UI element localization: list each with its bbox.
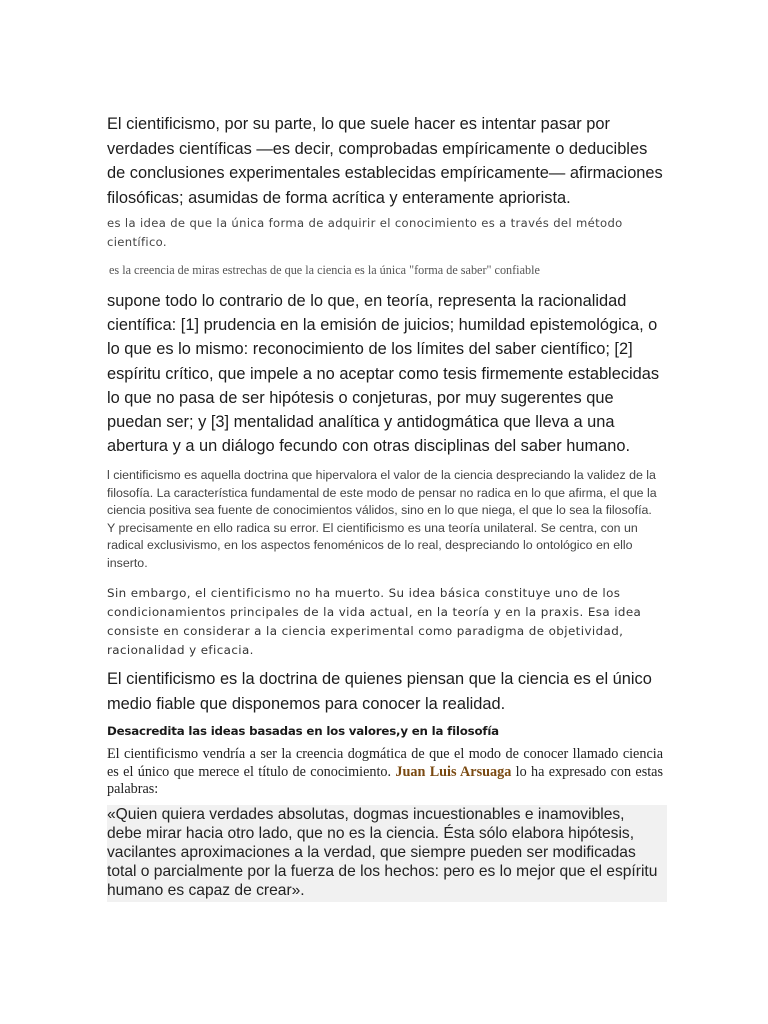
paragraph-doctrine-reality: El cientificismo es la doctrina de quienes piensan que la ciencia es el único medio fiable que disponemos para conocer la realidad. <box>107 670 652 713</box>
paragraph-rationality: supone todo lo contrario de lo que, en teoría, representa la racionalidad científica: [1] prudencia en la emisión de juicios; humildad epistemológica, o lo que es lo mismo: reconocimiento de los límites del saber científico; [2] espíritu crítico, que impele a no aceptar como tesis firmemente establecidas lo que no pasa de ser hipótesis o conjeturas, por muy sugerentes que puedan ser; y [3] mentalidad analítica y antidogmática que lleva a una abertura y a un diálogo fecundo con otras disciplinas del saber humano. <box>107 292 660 456</box>
paragraph-definition-belief: es la creencia de miras estrechas de que la ciencia es la única "forma de saber" confiable <box>109 263 540 277</box>
paragraph-dogmatic-belief <box>107 746 663 799</box>
dogmatic-belief-text-end: lo ha expresado con estas palabras: <box>107 763 663 797</box>
author-link-arsuaga[interactable]: Juan Luis Arsuaga <box>395 763 512 780</box>
quote-arsuaga: «Quien quiera verdades absolutas, dogmas incuestionables e inamovibles, debe mirar hacia otro lado, que no es la ciencia. Ésta sólo elabora hipótesis, vacilantes aproximaciones a la verdad, que siempre pueden ser modificadas total o parcialmente por la fuerza de los hechos: pero es lo mejor que el espíritu humano es capaz de crear». <box>107 805 667 902</box>
paragraph-doctrine-philosophy: l cientificismo es aquella doctrina que hipervalora el valor de la ciencia despreciando la validez de la filosofía. La característica fundamental de este modo de pensar no radica en lo que afirma, el que la ciencia positiva sea fuente de conocimientos válidos, sino en lo que niega, el que lo sea la filosofía. Y precisamente en ello radica su error. El cientificismo es una teoría unilateral. Se centra, con un radical exclusivismo, en los aspectos fenoménicos de lo real, despreciando lo ontológico en ello inserto. <box>107 468 657 570</box>
paragraph-not-dead: Sin embargo, el cientificismo no ha muerto. Su idea básica constituye uno de los condicionamientos principales de la vida actual, en la teoría y en la praxis. Esa idea consiste en considerar a la ciencia experimental como paradigma de objetividad, racionalidad y eficacia. <box>107 586 642 657</box>
subheading-discredits-values: Desacredita las ideas basadas en los valores,y en la filosofía <box>107 724 499 738</box>
paragraph-cientificismo-intro: El cientificismo, por su parte, lo que suele hacer es intentar pasar por verdades científicas —es decir, comprobadas empíricamente o deducibles de conclusiones experimentales establecidas empíricamente— afirmaciones filosóficas; asumidas de forma acrítica y enteramente apriorista. <box>107 115 663 207</box>
paragraph-definition-method: es la idea de que la única forma de adquirir el conocimiento es a través del método científico. <box>107 216 623 249</box>
dogmatic-belief-text: El cientificismo vendría a ser la creencia dogmática de que el modo de conocer llamado ciencia es el único que merece el título de conocimiento. <box>107 746 663 780</box>
